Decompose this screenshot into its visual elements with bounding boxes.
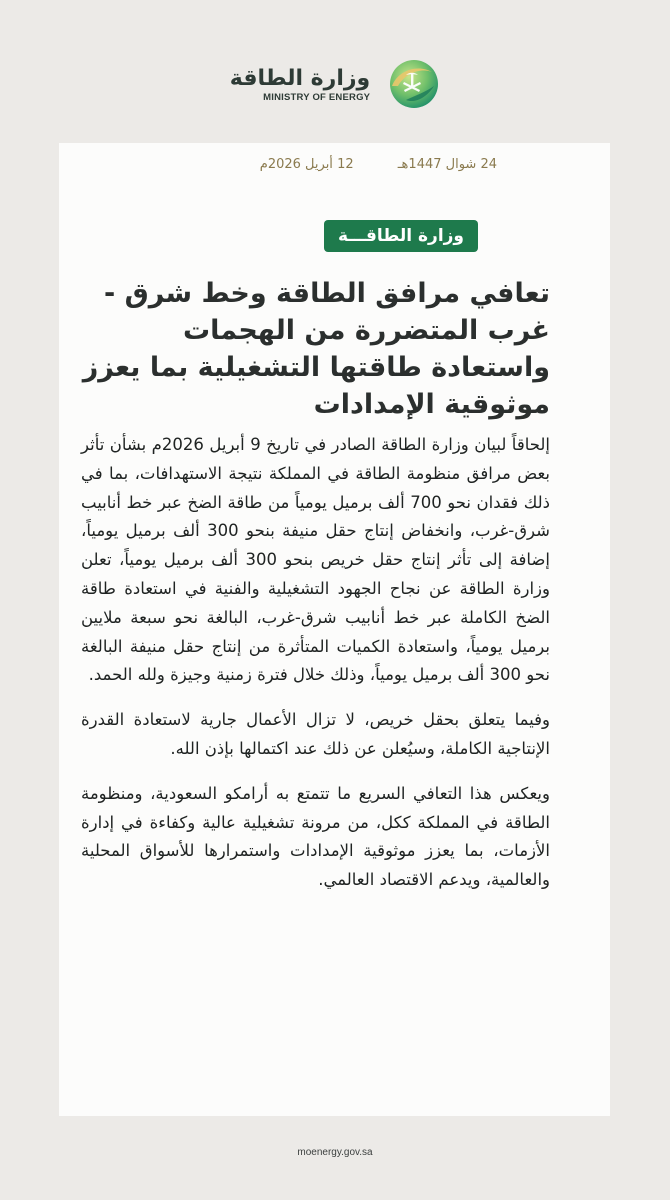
logo-text bbox=[230, 66, 370, 103]
paragraph-3: ويعكس هذا التعافي السريع ما تتمتع به أرامكو السعودية، ومنظومة الطاقة في المملكة ككل، من مرونة تشغيلية عالية وكفاءة في إدارة الأزمات، بما يعزز موثوقية الإمدادات واستمرارها للأسواق المحلية والعالمية، ويدعم الاقتصاد العالمي. bbox=[81, 783, 550, 890]
hijri-date: 24 شوال 1447هـ bbox=[397, 157, 497, 172]
paragraph-2: وفيما يتعلق بحقل خريص، لا تزال الأعمال جارية لاستعادة القدرة الإنتاجية الكاملة، وسيُعلن عن ذلك عند اكتمالها بإذن الله. bbox=[81, 710, 550, 758]
date-line bbox=[59, 157, 497, 172]
header bbox=[0, 44, 670, 124]
ministry-name-en: MINISTRY OF ENERGY bbox=[263, 91, 371, 103]
gregorian-date: 12 أبريل 2026م bbox=[259, 157, 354, 172]
statement-body bbox=[81, 431, 550, 911]
ministry-badge: وزارة الطاقـــة bbox=[324, 220, 478, 252]
ministry-logo bbox=[230, 56, 440, 112]
statement-card bbox=[59, 143, 610, 1116]
saudi-emblem-icon bbox=[384, 56, 440, 112]
website-url: moenergy.gov.sa bbox=[297, 1147, 373, 1158]
ministry-name-ar: وزارة الطاقة bbox=[229, 65, 371, 91]
page-title: تعافي مرافق الطاقة وخط شرق - غرب المتضررة من الهجمات واستعادة طاقتها التشغيلية بما يعزز موثوقية الإمدادات bbox=[82, 278, 550, 420]
paragraph-1: إلحاقاً لبيان وزارة الطاقة الصادر في تاريخ 9 أبريل 2026م بشأن تأثر بعض مرافق منظومة الطاقة في المملكة نتيجة الاستهدافات، بما في ذلك فقدان نحو 700 ألف برميل يومياً من طاقة الضخ عبر خط أنابيب شرق-غرب، وانخفاض إنتاج حقل منيفة بنحو 300 ألف برميل يومياً، إضافة إلى تأثر إنتاج حقل خريص بنحو 300 ألف برميل يومياً، تعلن وزارة الطاقة عن نجاح الجهود التشغيلية والفنية في استعادة طاقة الضخ الكاملة عبر خط أنابيب شرق-غرب، البالغة نحو سبعة ملايين برميل يومياً، واستعادة الكميات المتأثرة من إنتاج حقل منيفة البالغة نحو 300 ألف برميل يومياً، وذلك خلال فترة زمنية وجيزة ولله الحمد. bbox=[81, 435, 551, 685]
